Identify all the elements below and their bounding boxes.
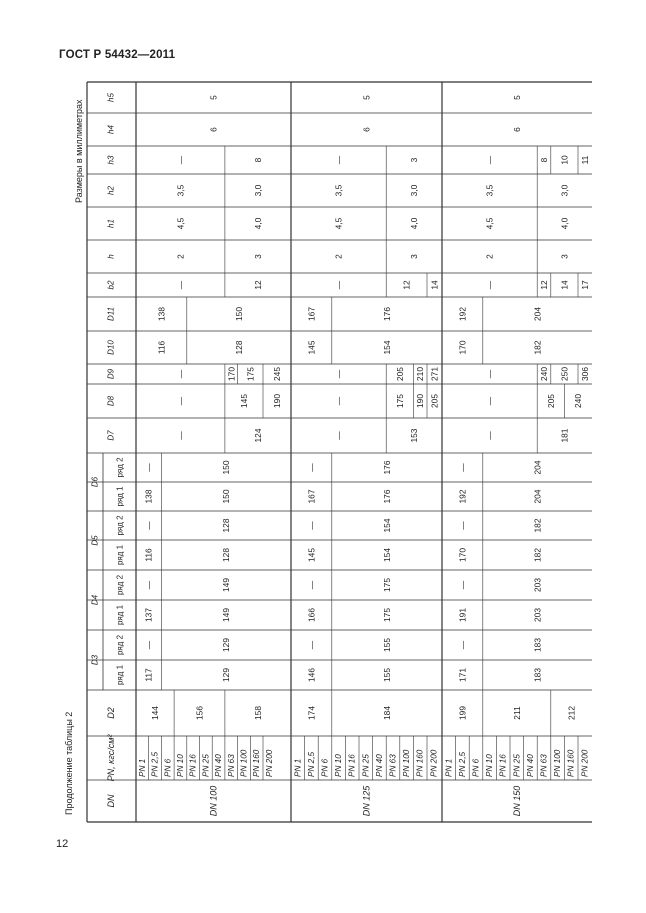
d4r2-dn150-0: — bbox=[457, 580, 468, 590]
d8-dn150-1: 205 bbox=[545, 394, 556, 408]
pn-dn125-8: PN 100 bbox=[402, 749, 412, 777]
h1-dn100-0: 4,5 bbox=[175, 217, 186, 230]
pn-dn125-7: PN 63 bbox=[388, 754, 398, 777]
pn-dn150-10: PN 200 bbox=[580, 749, 590, 777]
h4-dn150: 6 bbox=[512, 127, 522, 132]
b2-dn100-0: — bbox=[175, 280, 186, 290]
col-header-h2: h2 bbox=[106, 186, 116, 195]
d4r1-dn100-0: 137 bbox=[143, 608, 154, 622]
d8-dn125-0: — bbox=[333, 396, 344, 406]
d6r1-dn150-1: 204 bbox=[532, 489, 543, 504]
col-header-d5: D5 bbox=[90, 535, 100, 546]
d4r2-dn125-1: 175 bbox=[381, 578, 392, 592]
h1-dn150-1: 4,0 bbox=[559, 217, 570, 230]
pn-dn150-0: PN 1 bbox=[444, 758, 454, 777]
d2-dn150-2: 212 bbox=[566, 706, 577, 720]
d11-dn125-1: 176 bbox=[381, 307, 392, 321]
pn-dn100-6: PN 40 bbox=[214, 754, 224, 777]
d11-dn150-0: 192 bbox=[457, 307, 468, 321]
col-header-h: h bbox=[106, 254, 116, 259]
h3-dn150-0: — bbox=[484, 155, 495, 165]
d9-dn100-0: — bbox=[175, 369, 186, 379]
units-caption: Размеры в миллиметрах bbox=[74, 99, 84, 203]
h3-dn100-1: 8 bbox=[252, 157, 263, 163]
col-header-d2: D2 bbox=[106, 707, 116, 719]
d9-dn125-0: — bbox=[333, 369, 344, 379]
b2-dn150-0: — bbox=[484, 280, 495, 290]
d2-dn125-1: 184 bbox=[381, 706, 392, 720]
d6r2-dn125-0: — bbox=[306, 463, 317, 472]
h2-dn100-0: 3,5 bbox=[175, 184, 186, 197]
d11-dn100-0: 138 bbox=[156, 307, 167, 321]
d2-dn100-1: 156 bbox=[194, 706, 205, 720]
col-header-d4-row1: ряд 1 bbox=[115, 604, 125, 626]
dn-label-dn125: DN 125 bbox=[361, 785, 372, 817]
h4-dn100: 6 bbox=[208, 127, 219, 132]
dn-label-dn150: DN 150 bbox=[512, 785, 522, 817]
h5-dn150: 5 bbox=[512, 95, 522, 100]
d2-dn125-0: 174 bbox=[306, 706, 317, 720]
d9-dn100-1: 170 bbox=[226, 367, 237, 381]
d6r2-dn100-1: 150 bbox=[221, 460, 232, 475]
col-header-d5-row2: ряд 2 bbox=[115, 515, 125, 536]
h3-dn125-1: 3 bbox=[409, 157, 420, 163]
d3r1-dn125-1: 155 bbox=[381, 668, 392, 682]
pn-dn100-8: PN 100 bbox=[239, 749, 249, 777]
col-header-d3-row2: ряд 2 bbox=[115, 634, 125, 656]
pn-dn125-6: PN 40 bbox=[374, 754, 384, 777]
h1-dn125-0: 4,5 bbox=[333, 217, 344, 230]
d8-dn150-0: — bbox=[484, 396, 495, 406]
page-number: 12 bbox=[56, 838, 69, 850]
pn-dn100-2: PN 6 bbox=[163, 758, 173, 777]
h5-dn125: 5 bbox=[361, 95, 372, 100]
h3-dn100-0: — bbox=[175, 155, 186, 165]
col-header-d8: D8 bbox=[106, 395, 116, 407]
d3r1-dn125-0: 146 bbox=[306, 668, 317, 682]
d10-dn125-1: 154 bbox=[381, 340, 392, 355]
d6r1-dn100-0: 138 bbox=[143, 489, 154, 504]
pn-dn150-3: PN 10 bbox=[485, 754, 495, 777]
col-header-d4: D4 bbox=[90, 594, 100, 606]
pn-dn100-4: PN 16 bbox=[188, 754, 198, 777]
pn-dn150-7: PN 63 bbox=[539, 754, 549, 777]
d4r1-dn125-0: 166 bbox=[306, 608, 317, 622]
h1-dn125-1: 4,0 bbox=[409, 217, 420, 230]
pn-dn100-1: PN 2,5 bbox=[150, 751, 160, 777]
d6r2-dn125-1: 176 bbox=[381, 460, 392, 475]
b2-dn150-2: 14 bbox=[559, 280, 570, 290]
d7-dn100-1: 124 bbox=[252, 428, 263, 443]
dn-label-dn100: DN 100 bbox=[208, 785, 219, 817]
col-header-h5: h5 bbox=[106, 93, 116, 102]
d7-dn150-1: 181 bbox=[559, 428, 570, 443]
col-header-d7: D7 bbox=[106, 430, 116, 441]
d3r2-dn125-0: — bbox=[306, 640, 317, 650]
d5r2-dn150-0: — bbox=[457, 521, 468, 530]
pn-dn150-6: PN 40 bbox=[525, 754, 535, 777]
d6r2-dn100-0: — bbox=[143, 463, 154, 472]
d6r1-dn125-0: 167 bbox=[306, 489, 317, 504]
pn-dn125-9: PN 160 bbox=[415, 749, 425, 777]
d9-dn125-2: 210 bbox=[415, 367, 426, 381]
h-dn125-1: 3 bbox=[409, 254, 420, 259]
d5r2-dn150-1: 182 bbox=[532, 518, 543, 533]
d3r1-dn100-1: 129 bbox=[221, 668, 232, 682]
d2-dn150-1: 211 bbox=[511, 706, 522, 720]
b2-dn150-1: 12 bbox=[539, 280, 549, 290]
pn-dn125-2: PN 6 bbox=[320, 758, 330, 777]
d5r1-dn150-1: 182 bbox=[532, 548, 543, 562]
d9-dn150-2: 250 bbox=[559, 367, 570, 381]
d5r1-dn100-1: 128 bbox=[221, 548, 232, 562]
d5r2-dn100-1: 128 bbox=[221, 518, 232, 533]
col-header-d6-row1: ряд 1 bbox=[115, 486, 125, 507]
col-header-d3-row1: ряд 1 bbox=[115, 664, 125, 686]
d4r1-dn100-1: 149 bbox=[221, 608, 232, 622]
d4r2-dn100-1: 149 bbox=[221, 578, 232, 592]
d7-dn100-0: — bbox=[175, 431, 186, 440]
col-header-d6-row2: ряд 2 bbox=[115, 457, 125, 478]
d9-dn150-1: 240 bbox=[539, 367, 549, 381]
pn-dn100-10: PN 200 bbox=[264, 749, 274, 777]
pn-dn100-5: PN 25 bbox=[201, 754, 211, 777]
pn-dn125-1: PN 2,5 bbox=[306, 751, 316, 777]
pn-dn125-3: PN 10 bbox=[334, 754, 344, 777]
h2-dn150-0: 3,5 bbox=[484, 184, 495, 197]
d5r2-dn125-1: 154 bbox=[381, 518, 392, 533]
h1-dn100-1: 4,0 bbox=[252, 217, 263, 230]
pn-dn125-0: PN 1 bbox=[293, 758, 303, 777]
col-header-h3: h3 bbox=[106, 155, 116, 165]
pn-dn150-5: PN 25 bbox=[512, 754, 522, 777]
d9-dn150-0: — bbox=[484, 369, 495, 379]
col-header-d6: D6 bbox=[90, 476, 100, 488]
d8-dn100-1: 145 bbox=[238, 394, 249, 408]
pn-dn125-4: PN 16 bbox=[347, 754, 357, 777]
col-header-pn: PN, кгс/см² bbox=[106, 734, 116, 782]
col-header-b2: b2 bbox=[106, 280, 116, 290]
d8-dn125-1: 175 bbox=[394, 394, 405, 408]
col-header-d9: D9 bbox=[106, 368, 116, 380]
d4r2-dn125-0: — bbox=[306, 580, 317, 590]
b2-dn150-3: 17 bbox=[580, 280, 590, 290]
h4-dn125: 6 bbox=[361, 127, 372, 132]
d3r2-dn100-1: 129 bbox=[221, 638, 232, 652]
d8-dn125-2: 190 bbox=[415, 394, 426, 408]
pn-dn150-2: PN 6 bbox=[471, 758, 481, 777]
d5r1-dn125-1: 154 bbox=[381, 548, 392, 562]
pn-dn100-9: PN 160 bbox=[252, 749, 262, 777]
b2-dn125-1: 12 bbox=[401, 280, 412, 290]
h3-dn125-0: — bbox=[333, 155, 344, 165]
h3-dn150-1: 8 bbox=[539, 157, 549, 163]
pn-dn125-5: PN 25 bbox=[361, 754, 371, 777]
d4r1-dn150-0: 191 bbox=[457, 608, 468, 622]
d5r1-dn100-0: 116 bbox=[143, 548, 154, 562]
pn-dn125-10: PN 200 bbox=[429, 749, 439, 777]
pn-dn100-0: PN 1 bbox=[137, 758, 147, 777]
d10-dn100-1: 128 bbox=[233, 340, 244, 355]
d6r1-dn100-1: 150 bbox=[221, 489, 232, 504]
d4r1-dn125-1: 175 bbox=[381, 608, 392, 622]
col-header-d5-row1: ряд 1 bbox=[115, 544, 125, 566]
pn-dn150-8: PN 100 bbox=[553, 749, 563, 777]
d2-dn150-0: 199 bbox=[457, 706, 468, 720]
table-continuation-caption: Продолжение таблицы 2 bbox=[64, 711, 74, 815]
d7-dn125-1: 153 bbox=[409, 428, 420, 443]
d8-dn125-3: 205 bbox=[429, 394, 440, 408]
pn-dn100-7: PN 63 bbox=[226, 754, 236, 777]
h2-dn150-1: 3,0 bbox=[559, 184, 570, 197]
d7-dn125-0: — bbox=[333, 431, 344, 440]
h-dn125-0: 2 bbox=[333, 254, 344, 259]
h-dn100-0: 2 bbox=[175, 254, 186, 259]
pn-dn150-9: PN 160 bbox=[566, 749, 576, 777]
d3r1-dn100-0: 117 bbox=[143, 668, 154, 682]
d3r1-dn150-0: 171 bbox=[457, 668, 468, 682]
d11-dn100-1: 150 bbox=[233, 307, 244, 321]
d8-dn100-0: — bbox=[175, 396, 186, 406]
h1-dn150-0: 4,5 bbox=[484, 217, 495, 230]
d6r1-dn125-1: 176 bbox=[381, 489, 392, 504]
d3r1-dn150-1: 183 bbox=[532, 668, 543, 682]
d8-dn150-2: 240 bbox=[573, 394, 584, 408]
col-header-d4-row2: ряд 2 bbox=[115, 574, 125, 596]
d6r1-dn150-0: 192 bbox=[457, 489, 468, 504]
d5r2-dn100-0: — bbox=[143, 521, 154, 530]
d3r2-dn100-0: — bbox=[143, 640, 154, 650]
d3r2-dn150-1: 183 bbox=[532, 638, 543, 652]
d4r2-dn100-0: — bbox=[143, 580, 154, 590]
d9-dn125-3: 271 bbox=[429, 367, 440, 381]
col-header-d11: D11 bbox=[106, 306, 116, 322]
h2-dn100-1: 3,0 bbox=[252, 184, 263, 197]
d5r2-dn125-0: — bbox=[306, 521, 317, 530]
d4r1-dn150-1: 203 bbox=[532, 608, 543, 622]
h2-dn125-1: 3,0 bbox=[409, 184, 420, 197]
pn-dn100-3: PN 10 bbox=[175, 754, 185, 777]
d5r1-dn125-0: 145 bbox=[306, 548, 317, 562]
d5r1-dn150-0: 170 bbox=[457, 548, 468, 562]
d10-dn100-0: 116 bbox=[156, 340, 167, 355]
h5-dn100: 5 bbox=[208, 95, 219, 100]
d3r2-dn150-0: — bbox=[457, 640, 468, 650]
d10-dn150-0: 170 bbox=[457, 340, 468, 355]
d9-dn100-3: 245 bbox=[272, 367, 282, 381]
d9-dn100-2: 175 bbox=[245, 367, 256, 381]
d2-dn100-0: 144 bbox=[150, 706, 161, 720]
b2-dn100-1: 12 bbox=[252, 280, 263, 290]
d6r2-dn150-0: — bbox=[457, 463, 468, 472]
pn-dn150-1: PN 2,5 bbox=[457, 751, 467, 777]
h-dn100-1: 3 bbox=[252, 254, 263, 259]
h-dn150-1: 3 bbox=[559, 254, 570, 259]
col-header-d3: D3 bbox=[90, 654, 100, 666]
d2-dn100-2: 158 bbox=[252, 706, 263, 720]
h3-dn150-3: 11 bbox=[580, 155, 590, 165]
col-header-h4: h4 bbox=[106, 125, 116, 134]
d7-dn150-0: — bbox=[484, 431, 495, 440]
d3r2-dn125-1: 155 bbox=[381, 638, 392, 652]
d6r2-dn150-1: 204 bbox=[532, 460, 543, 475]
b2-dn125-2: 14 bbox=[429, 280, 440, 290]
d9-dn125-1: 205 bbox=[394, 367, 405, 381]
d9-dn150-3: 306 bbox=[580, 367, 590, 381]
col-header-h1: h1 bbox=[106, 219, 116, 228]
h3-dn150-2: 10 bbox=[559, 155, 570, 165]
d4r2-dn150-1: 203 bbox=[532, 578, 543, 592]
document-header: ГОСТ Р 54432—2011 bbox=[59, 49, 176, 61]
col-header-d10: D10 bbox=[106, 340, 116, 355]
d11-dn150-1: 204 bbox=[532, 307, 543, 321]
d10-dn125-0: 145 bbox=[306, 340, 317, 355]
h-dn150-0: 2 bbox=[484, 254, 495, 259]
d11-dn125-0: 167 bbox=[306, 307, 317, 321]
col-header-dn: DN bbox=[106, 794, 116, 808]
d10-dn150-1: 182 bbox=[532, 340, 543, 355]
h2-dn125-0: 3,5 bbox=[333, 184, 344, 197]
b2-dn125-0: — bbox=[333, 280, 344, 290]
pn-dn150-4: PN 16 bbox=[498, 754, 508, 777]
d8-dn100-2: 190 bbox=[272, 394, 282, 408]
